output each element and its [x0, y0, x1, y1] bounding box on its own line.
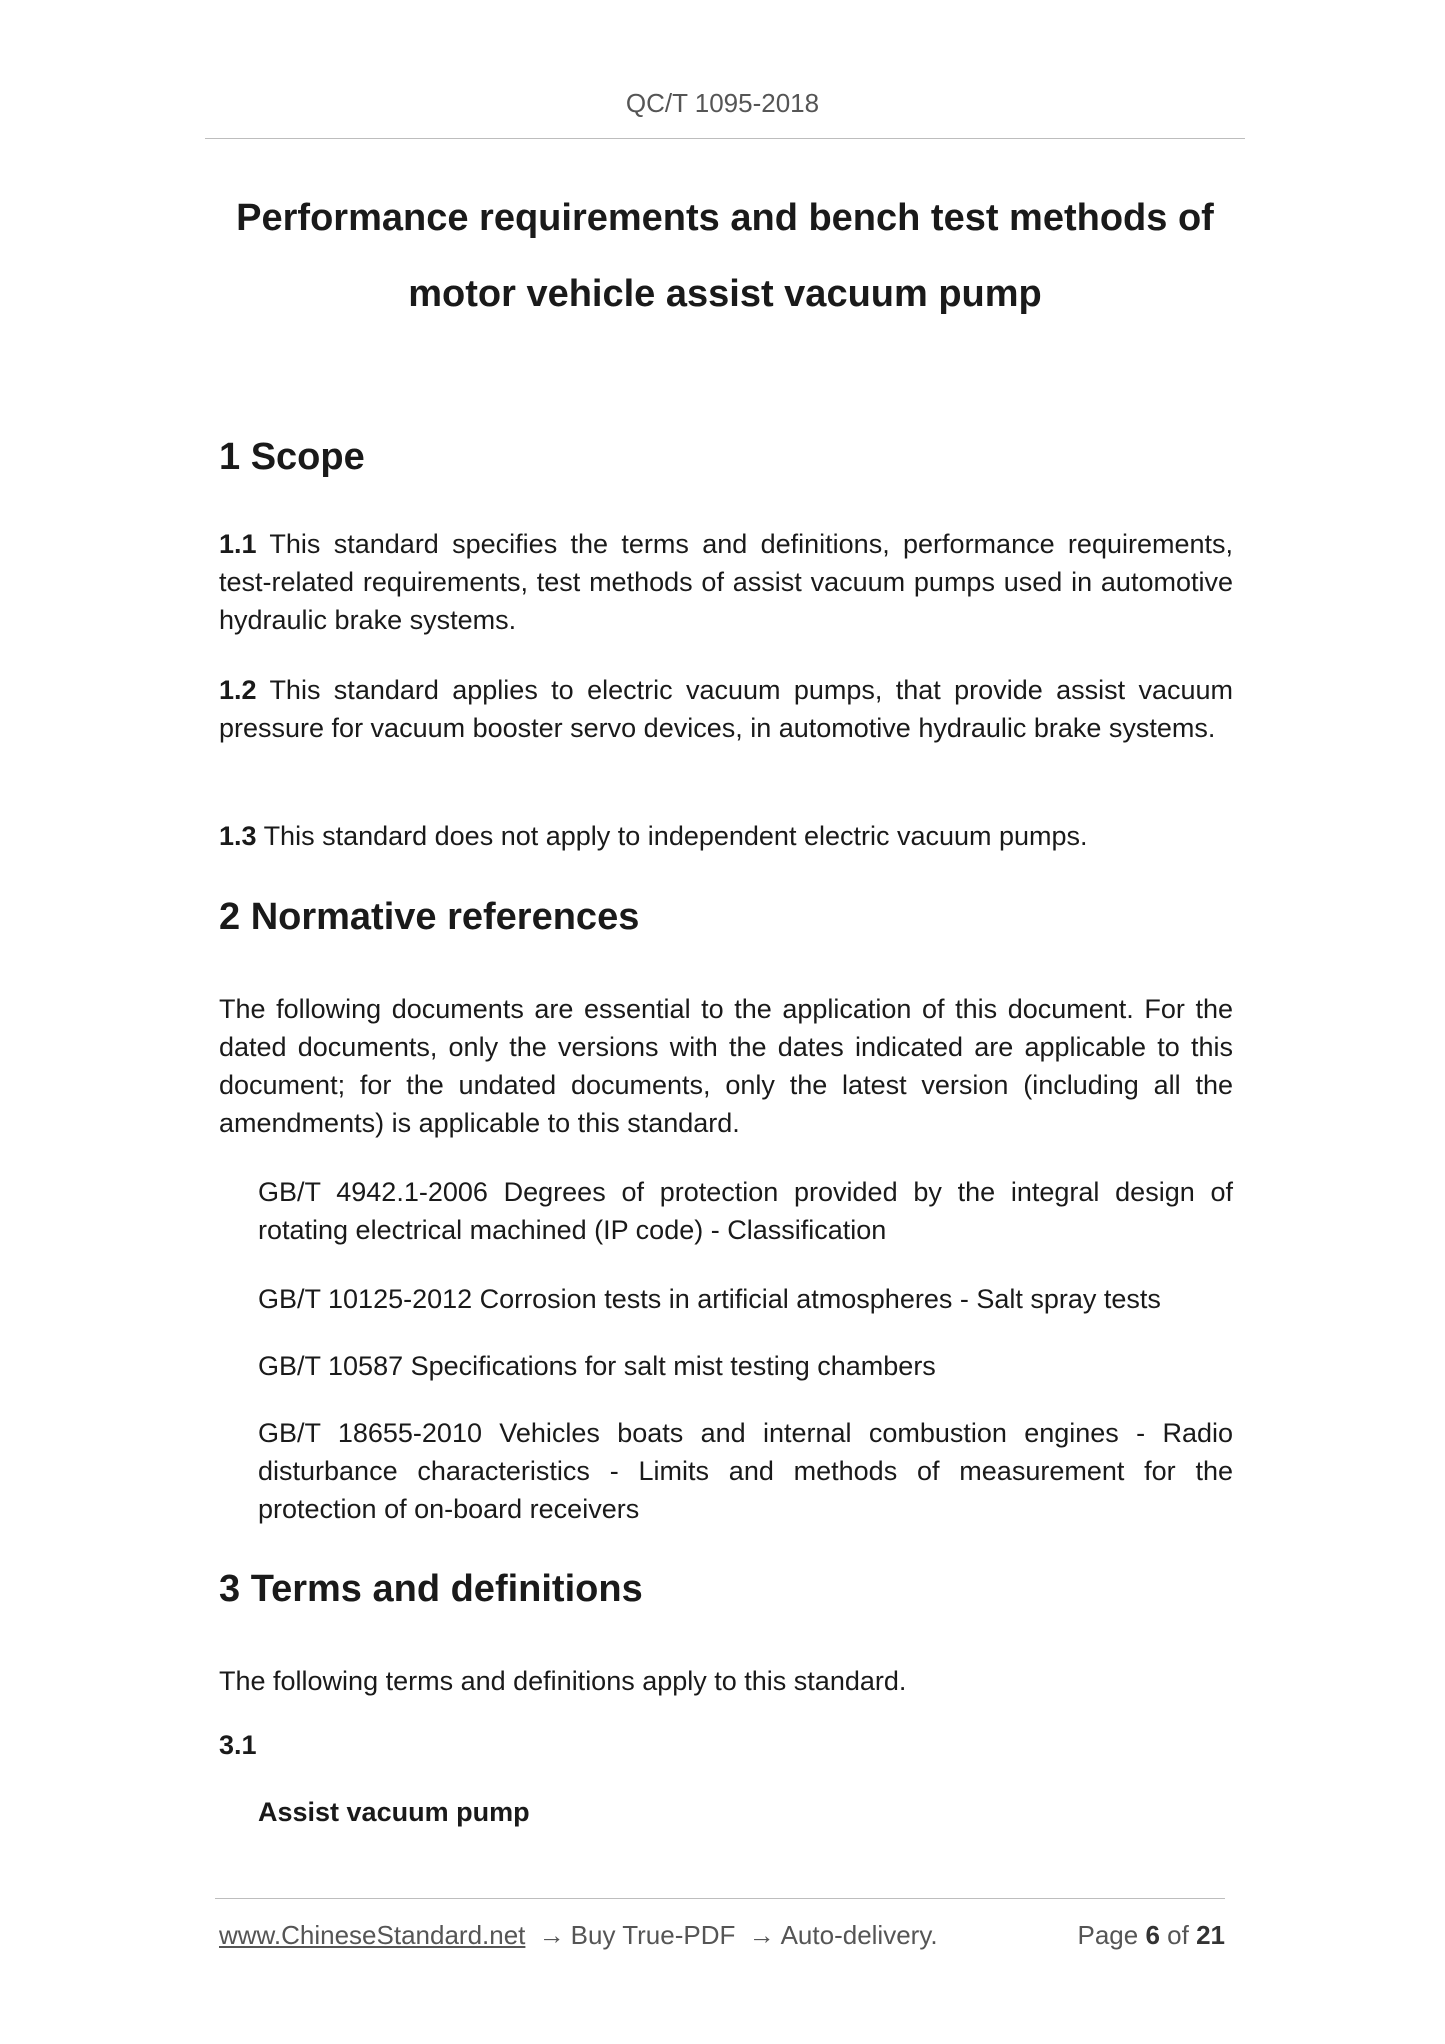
- website-link[interactable]: www.ChineseStandard.net: [219, 1920, 526, 1950]
- term-name: Assist vacuum pump: [258, 1797, 530, 1827]
- section-heading-scope: 1 Scope: [219, 436, 365, 478]
- section-heading-normative-references: 2 Normative references: [219, 896, 640, 938]
- clause-text: This standard specifies the terms and definitions, performance requirements, test-related requirements, test methods of assist vacuum pumps used in automotive hydraulic brake systems.: [219, 529, 1234, 635]
- clause-number: 1.3: [219, 821, 257, 851]
- document-title: [205, 180, 1245, 332]
- page-number: [1077, 1920, 1225, 1951]
- term-clause-number: 3.1: [219, 1730, 257, 1760]
- arrow-right-icon: →: [748, 1920, 775, 1950]
- section-heading-terms: 3 Terms and definitions: [219, 1568, 643, 1610]
- clause-1-3: [219, 817, 1233, 855]
- page-of: of: [1167, 1920, 1189, 1950]
- document-header: QC/T 1095-2018: [625, 88, 820, 118]
- page-current: 6: [1145, 1920, 1160, 1950]
- clause-1-1: [219, 525, 1233, 639]
- page-label: Page: [1077, 1920, 1139, 1950]
- page-footer: [219, 1920, 1225, 1951]
- terms-intro: The following terms and definitions apply to this standard.: [219, 1666, 907, 1696]
- title-line-2: motor vehicle assist vacuum pump: [408, 273, 1042, 315]
- normative-intro: The following documents are essential to the application of this document. For the dated documents, only the versions with the dates indicated are applicable to this document; for the undated documents, only the latest version (including all the amendments) is applicable to this standard.: [219, 994, 1233, 1138]
- clause-number: 1.2: [219, 675, 257, 705]
- clause-1-2: [219, 671, 1233, 747]
- arrow-right-icon: →: [538, 1920, 565, 1950]
- buy-text: Buy True-PDF: [570, 1920, 736, 1950]
- reference-item: GB/T 18655-2010 Vehicles boats and internal combustion engines - Radio disturbance characteristics - Limits and methods of measurement for the protection of on-board receivers: [258, 1418, 1233, 1524]
- clause-number: 1.1: [219, 529, 257, 559]
- page-total: 21: [1196, 1920, 1225, 1950]
- reference-item: GB/T 10587 Specifications for salt mist testing chambers: [258, 1351, 936, 1381]
- clause-text: This standard applies to electric vacuum pumps, that provide assist vacuum pressure for vacuum booster servo devices, in automotive hydraulic brake systems.: [219, 675, 1234, 743]
- footer-divider: [215, 1898, 1225, 1899]
- clause-text: This standard does not apply to independent electric vacuum pumps.: [263, 821, 1088, 851]
- header-divider: [205, 138, 1245, 139]
- reference-item: GB/T 10125-2012 Corrosion tests in artificial atmospheres - Salt spray tests: [258, 1284, 1161, 1314]
- title-line-1: Performance requirements and bench test methods of: [236, 197, 1214, 239]
- delivery-text: Auto-delivery.: [780, 1920, 938, 1950]
- reference-item: GB/T 4942.1-2006 Degrees of protection provided by the integral design of rotating electrical machined (IP code) - Classification: [258, 1177, 1233, 1245]
